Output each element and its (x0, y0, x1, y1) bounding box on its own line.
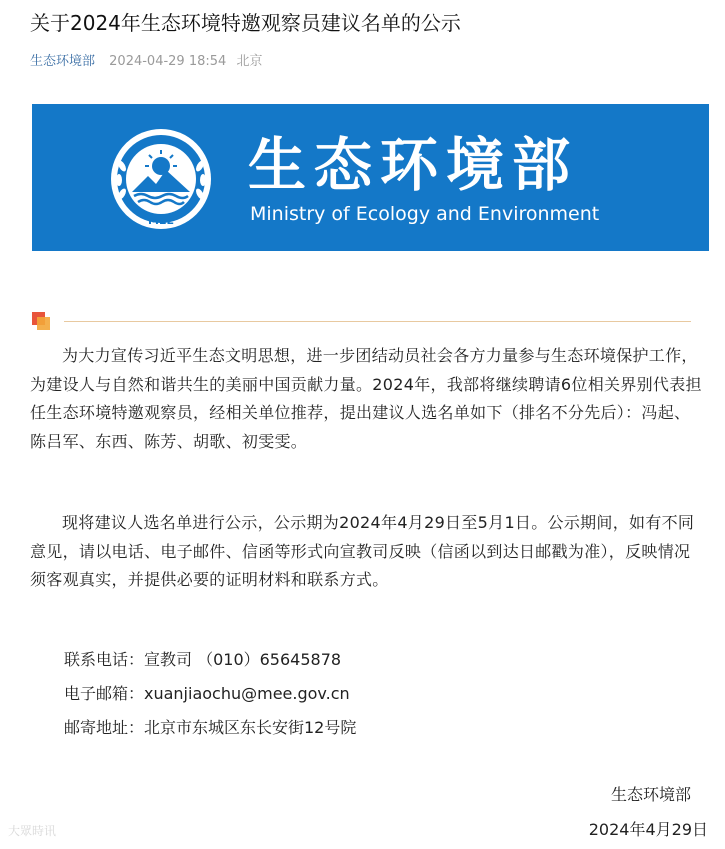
article-title: 关于2024年生态环境特邀观察员建议名单的公示 (30, 11, 461, 35)
banner-title-cn: 生态环境部 (248, 131, 579, 199)
watermark-text: 大眾時讯 (8, 824, 57, 838)
banner-title-en: Ministry of Ecology and Environment (250, 203, 600, 225)
ministry-banner (32, 104, 709, 251)
publish-location: 北京 (236, 54, 263, 69)
contact-address: 邮寄地址：北京市东城区东长安街12号院 (64, 718, 357, 737)
body-paragraph-2: 现将建议人选名单进行公示，公示期为2024年4月29日至5月1日。公示期间，如有不同意见，请以电话、电子邮件、信函等形式向宣教司反映（信函以到达日邮戳为准），反映情况须客观真实，并提供必要的证明材料和联系方式。 (30, 513, 695, 589)
mee-logo-icon (108, 126, 214, 232)
orange-squares-icon (32, 312, 50, 330)
signature-org: 生态环境部 (610, 785, 691, 804)
section-divider (64, 321, 691, 322)
article-meta (30, 52, 262, 72)
watermark (8, 822, 56, 840)
publish-time: 2024-04-29 18:54 (109, 54, 227, 69)
body-paragraph-1: 为大力宣传习近平生态文明思想，进一步团结动员社会各方力量参与生态环境保护工作，为建设人与自然和谐共生的美丽中国贡献力量。2024年，我部将继续聘请6位相关界别代表担任生态环境特邀观察员，经相关单位推荐，提出建议人选名单如下（排名不分先后）：冯起、陈吕军、东西、陈芳、胡歌、初雯雯。 (30, 346, 702, 451)
contact-email: 电子邮箱：xuanjiaochu@mee.gov.cn (64, 684, 350, 703)
signature-date: 2024年4月29日 (588, 820, 708, 839)
source-link[interactable]: 生态环境部 (30, 54, 96, 69)
contact-phone: 联系电话：宣教司 （010）65645878 (64, 650, 342, 669)
logo-text: MEE (148, 214, 174, 227)
